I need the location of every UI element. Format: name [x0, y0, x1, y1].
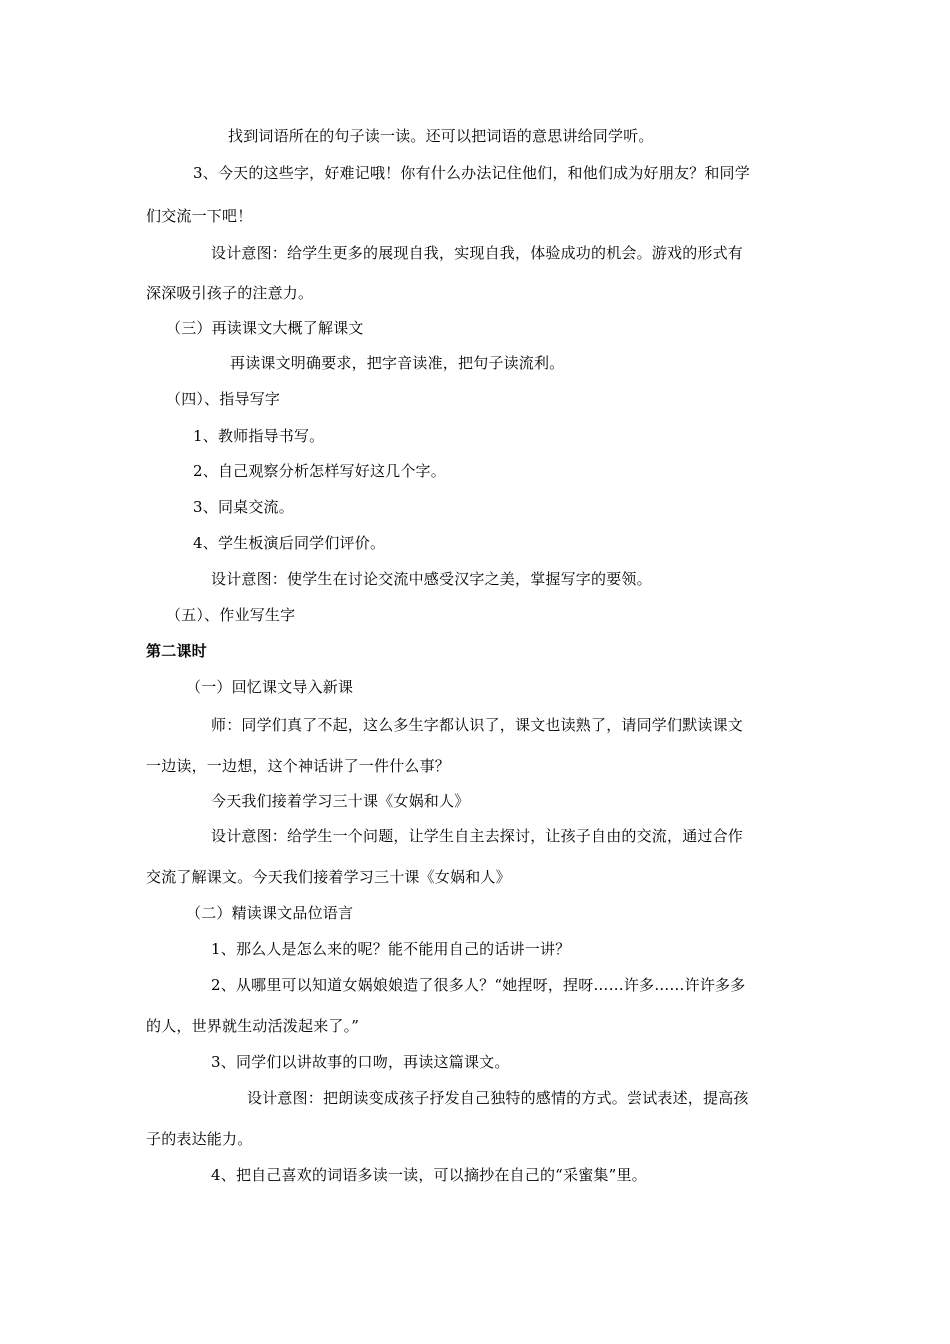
- lesson-title: 第二课时: [146, 642, 207, 660]
- list-item: 3、同桌交流。: [193, 498, 294, 516]
- text-line: 的人，世界就生动活泼起来了。”: [146, 1017, 360, 1035]
- text-line: 今天我们接着学习三十课《女娲和人》: [211, 792, 470, 810]
- text-line: 一边读，一边想，这个神话讲了一件什么事？: [146, 757, 451, 775]
- section-heading: （三）再读课文大概了解课文: [166, 319, 364, 337]
- design-intent-line: 设计意图：把朗读变成孩子抒发自己独特的感情的方式。尝试表述，提高孩: [247, 1089, 749, 1107]
- list-item: 4、学生板演后同学们评价。: [193, 534, 386, 552]
- design-intent-line: 设计意图：给学生更多的展现自我，实现自我，体验成功的机会。游戏的形式有: [211, 244, 744, 262]
- list-item: 4、把自己喜欢的词语多读一读，可以摘抄在自己的“采蜜集”里。: [211, 1166, 647, 1184]
- text-line: 子的表达能力。: [146, 1130, 253, 1148]
- text-line: 们交流一下吧！: [146, 207, 253, 225]
- list-item: 1、那么人是怎么来的呢？能不能用自己的话讲一讲？: [211, 940, 571, 958]
- text-line: 找到词语所在的句子读一读。还可以把词语的意思讲给同学听。: [228, 127, 654, 145]
- list-item: 1、教师指导书写。: [193, 427, 325, 445]
- text-line: 交流了解课文。今天我们接着学习三十课《女娲和人》: [146, 868, 511, 886]
- text-line: 师：同学们真了不起，这么多生字都认识了，课文也读熟了，请同学们默读课文: [211, 716, 744, 734]
- text-line: 深深吸引孩子的注意力。: [146, 284, 314, 302]
- section-heading: （一）回忆课文导入新课: [186, 678, 354, 696]
- list-item: 3、同学们以讲故事的口吻，再读这篇课文。: [211, 1053, 510, 1071]
- design-intent-line: 设计意图：使学生在讨论交流中感受汉字之美，掌握写字的要领。: [211, 570, 652, 588]
- list-item: 2、从哪里可以知道女娲娘娘造了很多人？“她捏呀，捏呀……许多……许许多多: [211, 976, 746, 994]
- section-heading: （二）精读课文品位语言: [186, 904, 354, 922]
- text-line: 3、今天的这些字，好难记哦！你有什么办法记住他们，和他们成为好朋友？和同学: [193, 164, 750, 182]
- section-heading: （五）、作业写生字: [166, 606, 296, 624]
- text-line: 再读课文明确要求，把字音读准，把句子读流利。: [230, 354, 565, 372]
- list-item: 2、自己观察分析怎样写好这几个字。: [193, 462, 446, 480]
- design-intent-line: 设计意图：给学生一个问题，让学生自主去探讨，让孩子自由的交流，通过合作: [211, 827, 744, 845]
- section-heading: （四）、指导写字: [166, 390, 281, 408]
